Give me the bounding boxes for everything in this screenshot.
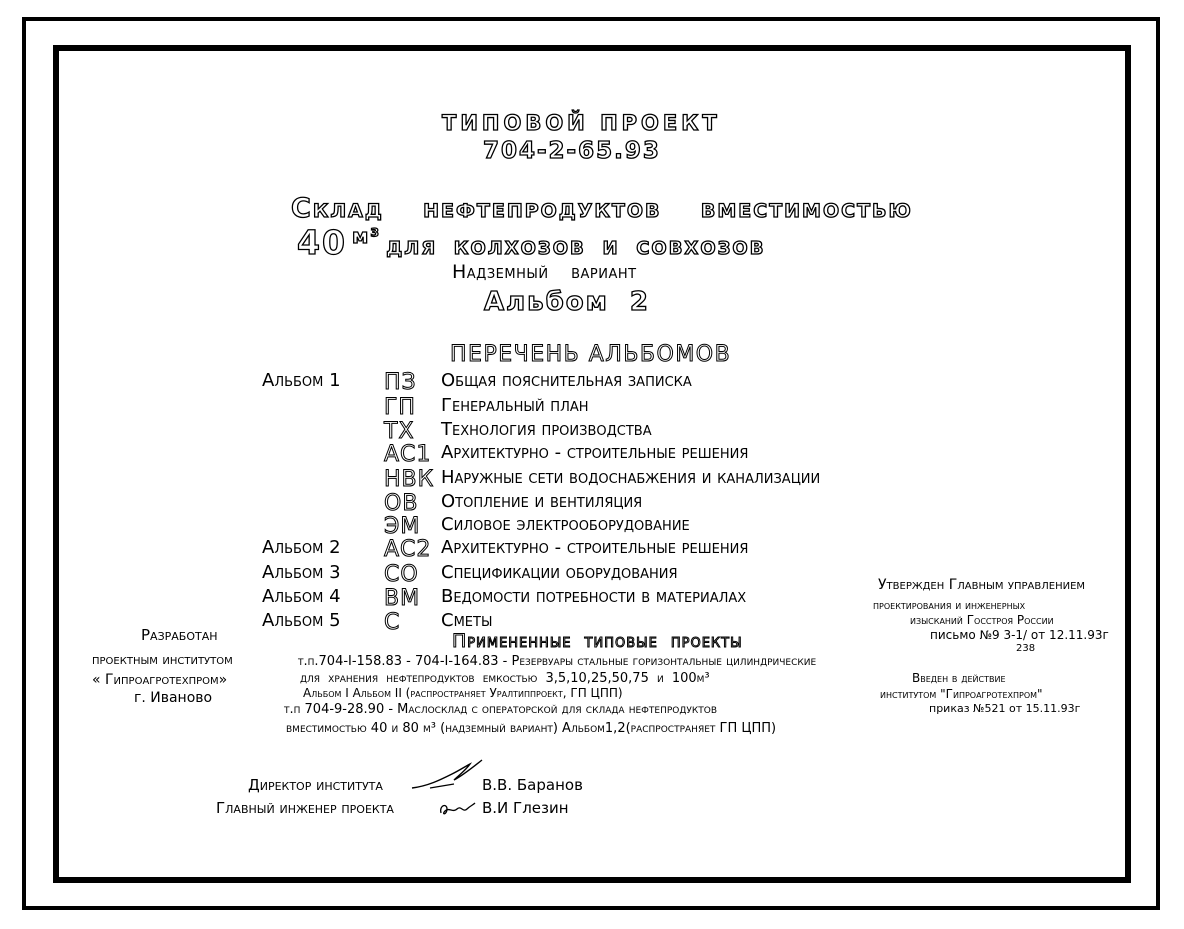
section-title: Отопление и вентиляция [441, 491, 643, 512]
section-code: АС1 [384, 442, 432, 467]
developer-line4: г. Иваново [134, 690, 213, 706]
approved-line3: изысканий Госстроя России [910, 613, 1054, 627]
section-code: ТХ [384, 419, 415, 444]
director-label: Директор института [248, 776, 383, 794]
section-title: Спецификации оборудования [441, 562, 678, 583]
approved-letter-sub: 238 [1016, 643, 1036, 654]
developer-line1: Разработан [141, 626, 218, 644]
applied-line1: т.п.704-I-158.83 - 704-I-164.83 - Резервуары стальные горизонтальные цилиндрические [298, 654, 817, 669]
project-name-line2 [297, 223, 766, 262]
director-name: В.В. Баранов [482, 776, 583, 794]
section-title: Сметы [441, 610, 493, 631]
capacity-unit: м³ [352, 224, 382, 248]
section-code: ЭМ [384, 514, 421, 539]
applied-line5: вместимостью 40 и 80 м³ (надземный вариант) Альбом1,2(распространяет ГП ЦПП) [286, 721, 777, 736]
approved-line1: Утвержден Главным управлением [878, 577, 1086, 593]
approved-line4: письмо №9 3-1/ от 12.11.93г [930, 628, 1109, 642]
applied-line4: т.п 704-9-28.90 - Маслосклад с операторской для склада нефтепродуктов [284, 702, 718, 717]
capacity-value: 40 [297, 223, 347, 262]
section-code: ГП [384, 395, 416, 420]
variant-label: Надземный вариант [452, 261, 637, 283]
inner-border [53, 45, 1131, 883]
capacity-purpose: для колхозов и совхозов [386, 231, 766, 260]
applied-projects-heading: Примененные типовые проекты [452, 630, 743, 652]
director-signature [410, 758, 485, 794]
enacted-line3: приказ №521 от 15.11.93г [929, 702, 1081, 715]
album-number: Альбом 5 [262, 610, 341, 631]
section-code: ОВ [384, 491, 419, 516]
project-number: 704-2-65.93 [483, 138, 661, 164]
section-title: Архитектурно - строительные решения [441, 537, 749, 558]
chief-engineer-name: В.И Глезин [482, 799, 569, 817]
section-code: ВМ [384, 586, 421, 611]
section-title: Генеральный план [441, 395, 589, 416]
album-number: Альбом 4 [262, 586, 341, 607]
approved-line2: проектирования и инженерных [873, 598, 1026, 612]
section-code: ПЗ [384, 370, 417, 395]
section-title: Ведомости потребности в материалах [441, 586, 747, 607]
enacted-line1: Введен в действие [912, 671, 1006, 685]
section-title: Силовое электрооборудование [441, 514, 690, 535]
section-code: СО [384, 562, 419, 587]
section-title: Архитектурно - строительные решения [441, 442, 749, 463]
section-title: Наружные сети водоснабжения и канализации [441, 467, 821, 488]
applied-line3: Альбом I Альбом II (распространяет Уралтиппроект, ГП ЦПП) [303, 686, 623, 700]
developer-line3: « Гипроагротехпром» [92, 672, 228, 688]
section-code: АС2 [384, 537, 432, 562]
chief-engineer-label: Главный инженер проекта [216, 799, 394, 817]
project-type-label: ТИПОВОЙ ПРОЕКТ [442, 111, 721, 135]
section-code: С [384, 610, 401, 635]
album-number: Альбом 1 [262, 370, 341, 391]
section-code: НВК [384, 467, 435, 492]
developer-line2: проектным институтом [92, 652, 233, 668]
section-title: Технология производства [441, 419, 652, 440]
album-number: Альбом 3 [262, 562, 341, 583]
enacted-line2: институтом "Гипроагротехпром" [880, 687, 1043, 701]
chief-engineer-signature [437, 799, 477, 819]
albums-list-heading: ПЕРЕЧЕНЬ АЛЬБОМОВ [450, 342, 732, 367]
album-number: Альбом 2 [262, 537, 341, 558]
project-name-line1: Склад нефтепродуктов вместимостью [291, 193, 913, 224]
album-label: Альбом 2 [484, 287, 651, 317]
section-title: Общая пояснительная записка [441, 370, 692, 391]
applied-line2: для хранения нефтепродуктов емкостью 3,5,10,25,50,75 и 100м³ [300, 671, 710, 686]
